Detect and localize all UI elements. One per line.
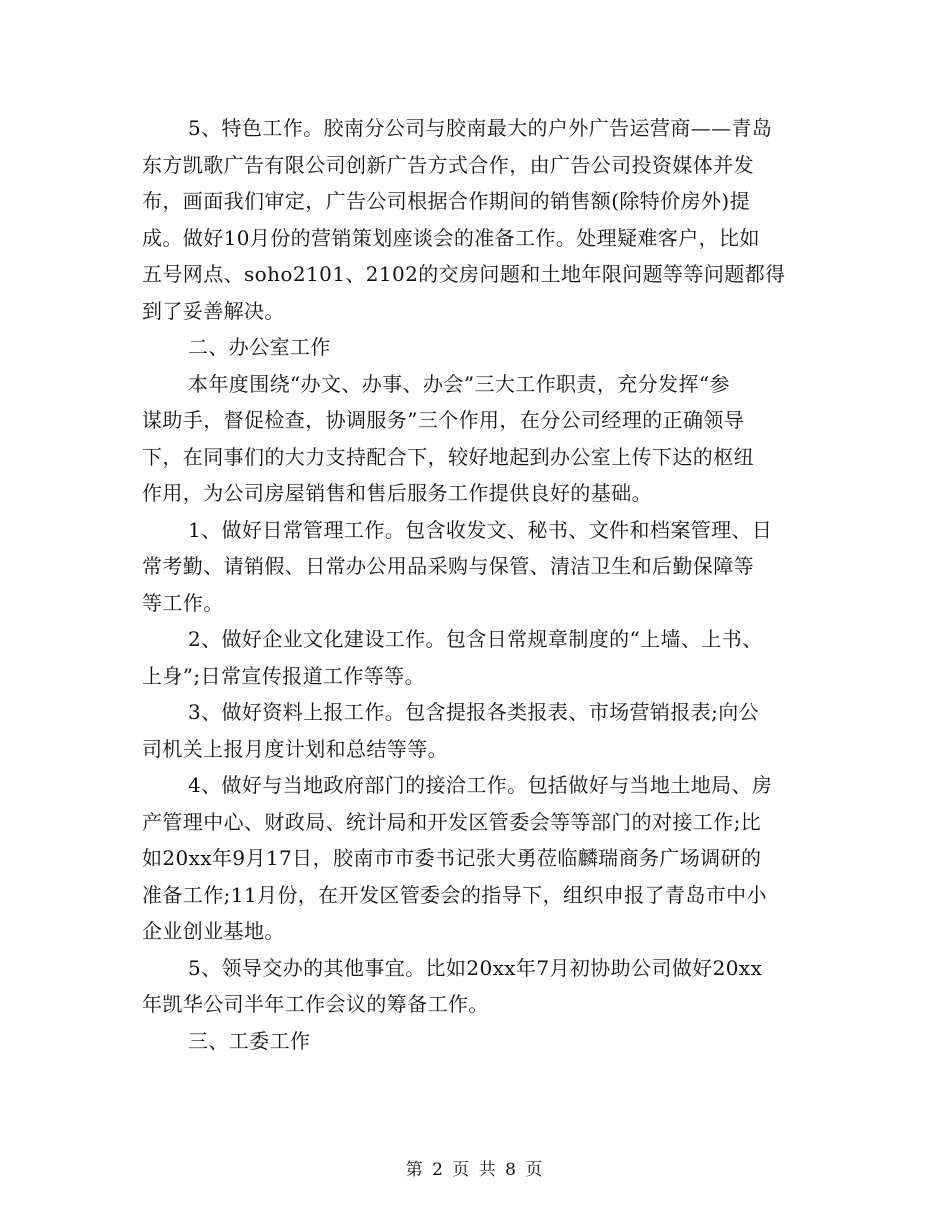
paragraph-line: 等工作。 (142, 590, 224, 615)
paragraph-line: 如20xx年9月17日，胶南市市委书记张大勇莅临麟瑞商务广场调研的 (142, 846, 762, 870)
paragraph-line: 本年度围绕“办文、办事、办会”三大工作职责，充分发挥“参 (188, 371, 730, 396)
paragraph-line: 成。做好10月份的营销策划座谈会的准备工作。处理疑难客户，比如 (142, 225, 760, 250)
paragraph-line: 准备工作;11月份，在开发区管委会的指导下，组织申报了青岛市中小 (142, 882, 767, 907)
paragraph-line: 谋助手，督促检查，协调服务”三个作用，在分公司经理的正确领导 (142, 408, 745, 432)
paragraph-line: 1、做好日常管理工作。包含收发文、秘书、文件和档案管理、日 (188, 517, 773, 542)
document-body (142, 110, 807, 1059)
paragraph-line: 年凯华公司半年工作会议的筹备工作。 (142, 992, 489, 1016)
paragraph-line: 司机关上报月度计划和总结等等。 (142, 736, 448, 761)
paragraph-line: 4、做好与当地政府部门的接洽工作。包括做好与当地土地局、房 (188, 773, 773, 797)
paragraph-line: 五号网点、soho2101、2102的交房问题和土地年限问题等等问题都得 (142, 262, 786, 286)
paragraph-line: 作用，为公司房屋销售和售后服务工作提供良好的基础。 (142, 481, 652, 505)
page-footer: 第 2 页 共 8 页 (405, 1160, 545, 1180)
paragraph-line: 2、做好企业文化建设工作。包含日常规章制度的“上墙、上书、 (188, 627, 763, 651)
paragraph-line: 到了妥善解决。 (142, 298, 285, 323)
section-heading: 二、办公室工作 (188, 335, 331, 359)
paragraph-line: 布，画面我们审定，广告公司根据合作期间的销售额(除特价房外)提 (142, 189, 751, 213)
paragraph-line: 常考勤、请销假、日常办公用品采购与保管、清洁卫生和后勤保障等 (142, 554, 754, 578)
paragraph-line: 5、特色工作。胶南分公司与胶南最大的户外广告运营商——青岛 (188, 116, 773, 140)
paragraph-line: 下，在同事们的大力支持配合下，较好地起到办公室上传下达的枢纽 (142, 444, 754, 469)
section-heading: 三、工委工作 (188, 1028, 311, 1053)
paragraph-line: 上身”;日常宣传报道工作等等。 (142, 663, 425, 688)
paragraph-line: 企业创业基地。 (142, 919, 285, 943)
paragraph-line: 3、做好资料上报工作。包含提报各类报表、市场营销报表;向公 (188, 700, 760, 724)
paragraph-line: 东方凯歌广告有限公司创新广告方式合作，由广告公司投资媒体并发 (142, 152, 754, 177)
paragraph-line: 5、领导交办的其他事宜。比如20xx年7月初协助公司做好20xx (188, 955, 763, 980)
paragraph-line: 产管理中心、财政局、统计局和开发区管委会等等部门的对接工作;比 (142, 809, 762, 834)
